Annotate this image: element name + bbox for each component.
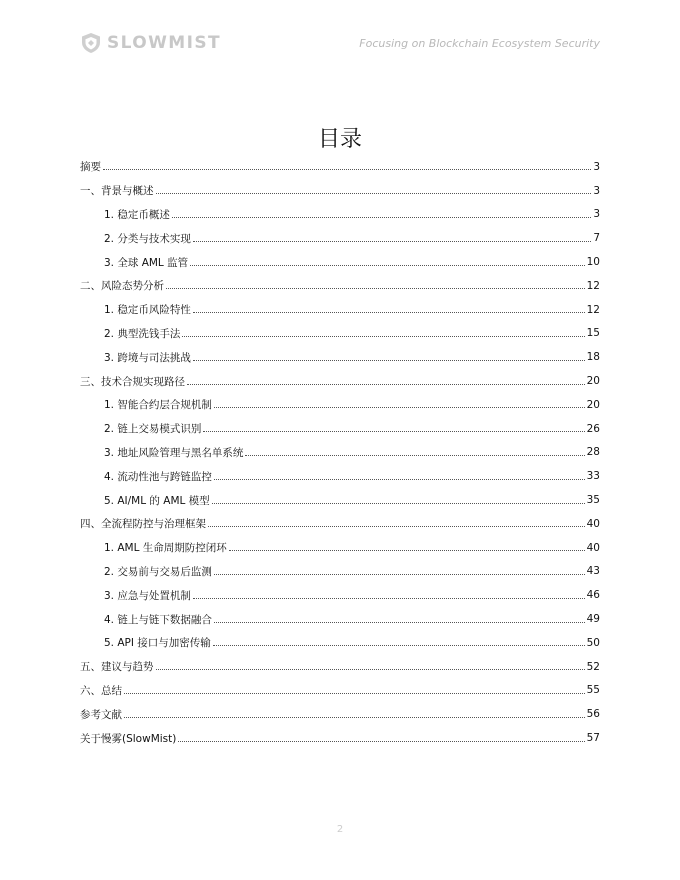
toc-entry-label: 三、技术合规实现路径: [80, 375, 185, 388]
toc-dot-leader: [166, 288, 585, 289]
toc-entry-page: 33: [586, 470, 600, 483]
toc-entry-label: 3. 地址风险管理与黑名单系统: [104, 446, 244, 459]
toc-entry-page: 26: [586, 422, 600, 435]
toc-entry[interactable]: [80, 512, 600, 536]
toc-entry[interactable]: [80, 560, 600, 584]
toc-entry-page: 15: [586, 327, 600, 340]
table-of-contents: [80, 155, 600, 750]
toc-entry-label: 2. 典型洗钱手法: [104, 327, 181, 340]
toc-entry[interactable]: [80, 369, 600, 393]
toc-dot-leader: [193, 598, 585, 599]
toc-dot-leader: [214, 479, 585, 480]
toc-entry-label: 1. 稳定币概述: [104, 208, 170, 221]
toc-entry-page: 3: [593, 160, 600, 173]
toc-dot-leader: [214, 574, 585, 575]
toc-entry-label: 2. 分类与技术实现: [104, 232, 191, 245]
toc-dot-leader: [156, 193, 592, 194]
toc-dot-leader: [193, 360, 585, 361]
toc-entry-page: 7: [593, 232, 600, 245]
toc-dot-leader: [124, 693, 585, 694]
toc-dot-leader: [187, 384, 585, 385]
toc-entry-page: 40: [586, 541, 600, 554]
toc-entry-label: 摘要: [80, 161, 101, 174]
toc-entry-label: 5. AI/ML 的 AML 模型: [104, 494, 210, 507]
toc-entry[interactable]: [80, 345, 600, 369]
toc-entry-page: 57: [586, 732, 600, 745]
toc-entry-page: 52: [586, 660, 600, 673]
toc-entry-label: 1. AML 生命周期防控闭环: [104, 542, 227, 555]
toc-entry-label: 4. 流动性池与跨链监控: [104, 470, 212, 483]
toc-entry-label: 1. 稳定币风险特性: [104, 304, 191, 317]
toc-entry-page: 20: [586, 398, 600, 411]
toc-entry-label: 一、背景与概述: [80, 185, 154, 198]
toc-entry-page: 35: [586, 494, 600, 507]
toc-dot-leader: [245, 455, 584, 456]
toc-entry-page: 49: [586, 613, 600, 626]
toc-entry[interactable]: [80, 417, 600, 441]
toc-entry-page: 28: [586, 446, 600, 459]
toc-entry-page: 10: [586, 256, 600, 269]
toc-entry[interactable]: [80, 298, 600, 322]
toc-dot-leader: [208, 526, 585, 527]
toc-entry-page: 3: [593, 184, 600, 197]
toc-entry[interactable]: [80, 322, 600, 346]
toc-entry-label: 3. 跨境与司法挑战: [104, 351, 191, 364]
toc-dot-leader: [214, 407, 585, 408]
toc-entry[interactable]: [80, 583, 600, 607]
toc-dot-leader: [190, 265, 585, 266]
toc-entry[interactable]: [80, 536, 600, 560]
toc-entry-label: 5. API 接口与加密传输: [104, 637, 211, 650]
toc-entry[interactable]: [80, 155, 600, 179]
toc-dot-leader: [182, 336, 584, 337]
toc-entry-page: 55: [586, 684, 600, 697]
shield-logo-icon: [80, 32, 102, 54]
logo-text: SLOWMIST: [107, 33, 221, 53]
toc-entry-label: 参考文献: [80, 708, 122, 721]
page-number: 2: [336, 824, 344, 835]
toc-entry[interactable]: [80, 179, 600, 203]
toc-entry-label: 4. 链上与链下数据融合: [104, 613, 212, 626]
toc-entry-label: 四、全流程防控与治理框架: [80, 518, 206, 531]
toc-entry-page: 40: [586, 517, 600, 530]
toc-entry-page: 12: [586, 303, 600, 316]
toc-entry-page: 20: [586, 375, 600, 388]
toc-entry-label: 五、建议与趋势: [80, 661, 154, 674]
toc-entry[interactable]: [80, 726, 600, 750]
toc-entry[interactable]: [80, 441, 600, 465]
toc-entry[interactable]: [80, 631, 600, 655]
toc-entry[interactable]: [80, 464, 600, 488]
toc-entry[interactable]: [80, 226, 600, 250]
toc-dot-leader: [214, 622, 585, 623]
page-header: [80, 30, 600, 60]
toc-dot-leader: [193, 312, 585, 313]
toc-entry[interactable]: [80, 250, 600, 274]
toc-entry-label: 2. 交易前与交易后监测: [104, 565, 212, 578]
toc-entry[interactable]: [80, 393, 600, 417]
toc-entry-label: 关于慢雾(SlowMist): [80, 732, 177, 745]
toc-dot-leader: [124, 717, 585, 718]
toc-dot-leader: [203, 431, 584, 432]
toc-entry-label: 二、风险态势分析: [80, 280, 164, 293]
toc-dot-leader: [213, 645, 585, 646]
toc-entry-page: 56: [586, 708, 600, 721]
toc-entry-page: 3: [593, 208, 600, 221]
toc-entry[interactable]: [80, 488, 600, 512]
toc-entry-page: 50: [586, 636, 600, 649]
toc-title: 目录: [317, 127, 362, 152]
toc-entry[interactable]: [80, 274, 600, 298]
toc-dot-leader: [103, 169, 591, 170]
toc-dot-leader: [156, 669, 585, 670]
header-tagline: Focusing on Blockchain Ecosystem Security: [359, 37, 600, 50]
toc-dot-leader: [212, 503, 585, 504]
toc-entry-label: 2. 链上交易模式识别: [104, 423, 202, 436]
toc-entry-label: 六、总结: [80, 684, 122, 697]
toc-dot-leader: [178, 741, 584, 742]
toc-entry[interactable]: [80, 607, 600, 631]
toc-dot-leader: [172, 217, 591, 218]
toc-entry[interactable]: [80, 655, 600, 679]
toc-entry[interactable]: [80, 702, 600, 726]
slowmist-logo: [80, 32, 221, 54]
toc-entry-page: 18: [586, 351, 600, 364]
toc-entry[interactable]: [80, 679, 600, 703]
toc-dot-leader: [193, 241, 591, 242]
toc-entry-label: 3. 应急与处置机制: [104, 589, 191, 602]
toc-entry-label: 1. 智能合约层合规机制: [104, 399, 212, 412]
toc-entry[interactable]: [80, 203, 600, 227]
toc-entry-page: 12: [586, 279, 600, 292]
toc-entry-page: 43: [586, 565, 600, 578]
toc-entry-label: 3. 全球 AML 监管: [104, 256, 189, 269]
toc-entry-page: 46: [586, 589, 600, 602]
toc-dot-leader: [229, 550, 585, 551]
